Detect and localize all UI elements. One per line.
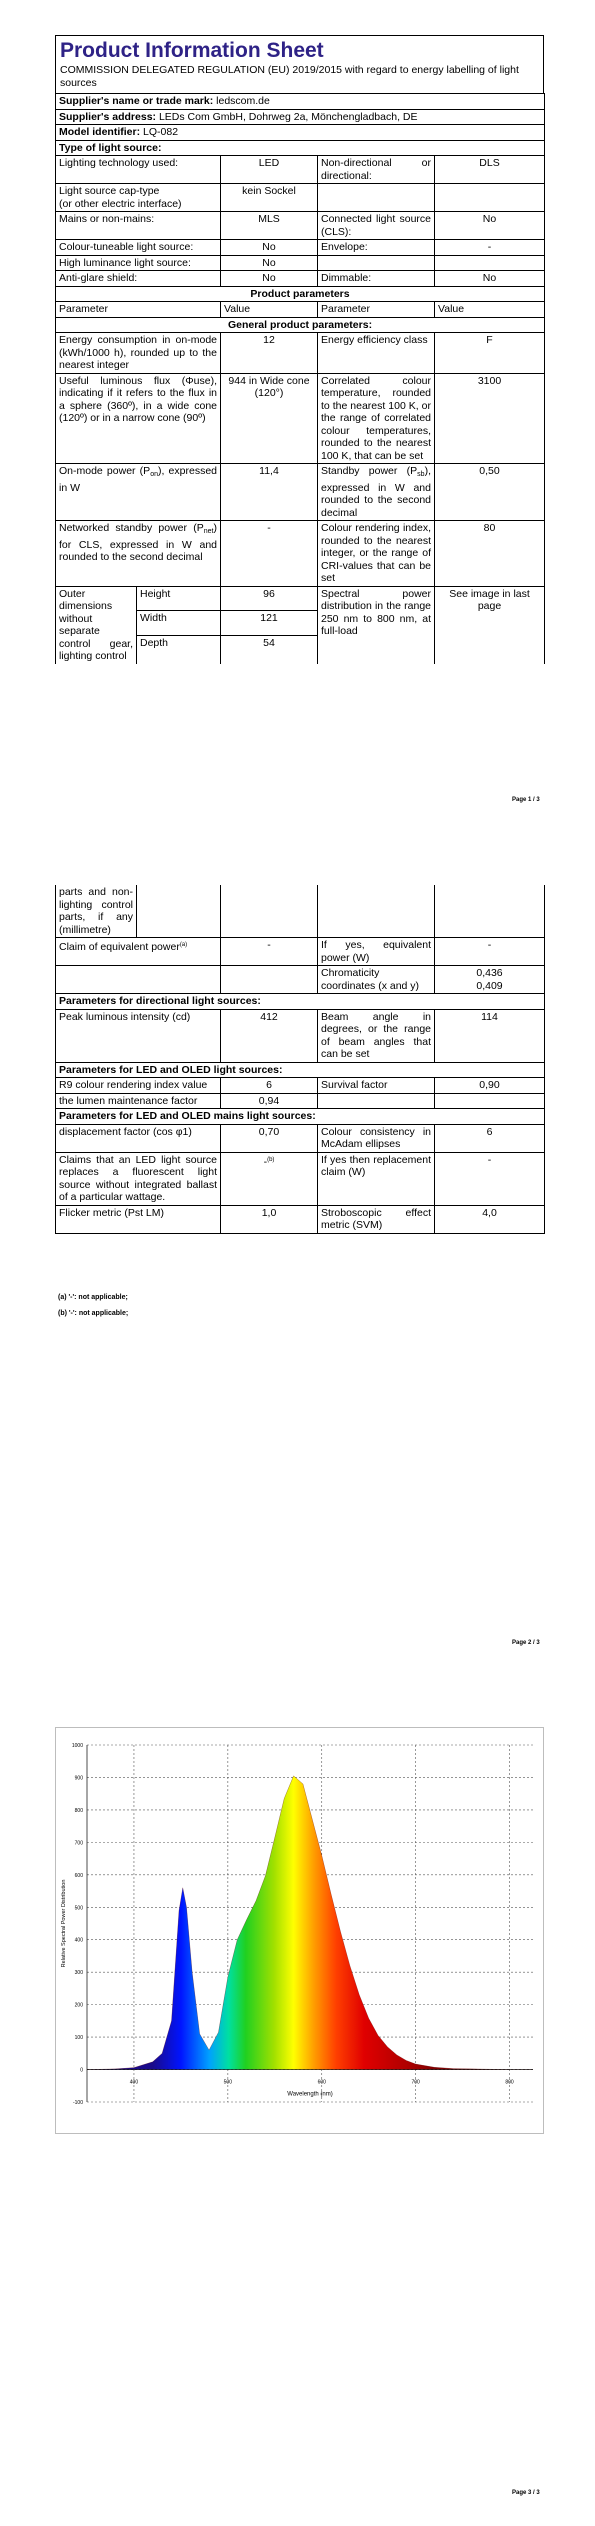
chromaticity-label: Chromaticity coordinates (x and y)	[318, 966, 435, 994]
model-identifier: LQ-082	[143, 126, 179, 138]
envelope-value: -	[435, 240, 545, 256]
energy-label: Energy consumption in on-mode (kWh/1000 h), rounded up to the nearest integer	[56, 333, 221, 374]
beam-angle-value: 114	[435, 1009, 545, 1062]
fluorescent-claim-label: Claims that an LED light source replaces a fluorescent light source without integrated ballast of a particular wattage.	[56, 1152, 221, 1205]
x-tick-label: 800	[505, 2079, 514, 2086]
y-tick-label: 200	[74, 2002, 83, 2009]
col-value: Value	[221, 302, 318, 318]
supplier-name-label: Supplier's name or trade mark:	[59, 95, 214, 107]
cct-label: Correlated colour temperature, rounded to the nearest 100 K, or the range of correlated colour temperatures, rounded to the nearest 100 K, that can be set	[318, 373, 435, 464]
high-luminance-value: No	[221, 255, 318, 271]
width-label: Width	[137, 611, 221, 636]
on-mode-subscript: on	[150, 471, 158, 478]
page-number-3: Page 3 / 3	[512, 2490, 540, 2496]
y-tick-label: 600	[74, 1872, 83, 1879]
svm-label: Stroboscopic effect metric (SVM)	[318, 1205, 435, 1233]
type-heading: Type of light source:	[56, 140, 545, 156]
replacement-claim-label: If yes then replacement claim (W)	[318, 1152, 435, 1205]
energy-value: 12	[221, 333, 318, 374]
dimmable-value: No	[435, 271, 545, 287]
x-tick-label: 400	[129, 2079, 139, 2086]
replacement-claim-value: -	[435, 1152, 545, 1205]
width-value: 121	[221, 611, 318, 636]
y-tick-label: 0	[80, 2067, 83, 2074]
efficiency-class-value: F	[435, 333, 545, 374]
efficiency-class-label: Energy efficiency class	[318, 333, 435, 374]
r9-value: 6	[221, 1078, 318, 1094]
on-mode-label-text: On-mode power (P	[59, 465, 151, 477]
x-axis-title: Wavelength (nm)	[287, 2091, 333, 2098]
y-tick-label: 800	[74, 1807, 83, 1814]
dimensions-label-continued: parts and non-lighting control parts, if any (millimetre)	[56, 885, 137, 938]
supplier-address-label: Supplier's address:	[59, 110, 157, 123]
supplier-address: LEDs Com GmbH, Dohrweg 2a, Mönchengladbach, DE	[158, 110, 418, 123]
chromaticity-y: 0,409	[476, 979, 503, 992]
cct-value: 3100	[435, 373, 545, 464]
cls-label: Connected light source (CLS):	[318, 212, 435, 240]
col-parameter-2: Parameter	[318, 302, 435, 318]
col-value-2: Value	[435, 302, 545, 318]
directional-label: Non-directional or directional:	[318, 156, 435, 184]
on-mode-label-unit: ), expressed in W	[59, 465, 217, 494]
y-tick-label: 900	[74, 1775, 83, 1782]
depth-value: 54	[221, 635, 318, 664]
flicker-label: Flicker metric (Pst LM)	[56, 1205, 221, 1233]
survival-factor-value: 0,90	[435, 1078, 545, 1094]
page-number-2: Page 2 / 3	[512, 1640, 540, 1646]
footnote-a: (a) '-': not applicable;	[58, 1294, 128, 1301]
standby-label-text: Standby power (P	[321, 465, 418, 477]
cap-label: Light source cap-type	[59, 185, 160, 197]
led-mains-heading: Parameters for LED and OLED mains light sources:	[56, 1109, 545, 1125]
high-luminance-label: High luminance light source:	[56, 255, 221, 271]
dimmable-label: Dimmable:	[318, 271, 435, 287]
anti-glare-label: Anti-glare shield:	[56, 271, 221, 287]
x-tick-label: 600	[317, 2079, 326, 2086]
height-label: Height	[137, 586, 221, 611]
directional-heading: Parameters for directional light sources:	[56, 994, 545, 1010]
colour-tune-value: No	[221, 240, 318, 256]
lumen-maintenance-label: the lumen maintenance factor	[56, 1093, 221, 1109]
product-parameters-heading: Product parameters	[56, 286, 545, 302]
luminous-flux-value: 944 in Wide cone (120°)	[221, 373, 318, 464]
x-tick-label: 700	[411, 2079, 420, 2086]
cri-value: 80	[435, 521, 545, 587]
mains-label: Mains or non-mains:	[56, 212, 221, 240]
svm-value: 4,0	[435, 1205, 545, 1233]
page-number-1: Page 1 / 3	[512, 797, 540, 803]
cls-value: No	[435, 212, 545, 240]
depth-label: Depth	[137, 635, 221, 664]
net-subscript: net	[203, 528, 214, 535]
y-tick-label: 700	[74, 1840, 83, 1847]
net-label-unit: ) for CLS, expressed in W and rounded to the second decimal	[59, 522, 217, 563]
model-label: Model identifier:	[59, 126, 141, 138]
chromaticity-x: 0,436	[476, 967, 503, 979]
general-parameters-heading: General product parameters:	[56, 317, 545, 333]
spectral-chart-container	[55, 1727, 544, 2134]
y-tick-label: 300	[74, 1970, 83, 1977]
peak-intensity-label: Peak luminous intensity (cd)	[56, 1009, 221, 1062]
mains-value: MLS	[221, 212, 318, 240]
colour-tune-label: Colour-tuneable light source:	[56, 240, 221, 256]
displacement-factor-value: 0,70	[221, 1124, 318, 1152]
flicker-value: 1,0	[221, 1205, 318, 1233]
footnote-b: (b) '-': not applicable;	[58, 1310, 129, 1317]
y-tick-label: -100	[72, 2100, 83, 2106]
beam-angle-label: Beam angle in degrees, or the range of beam angles that can be set	[318, 1009, 435, 1062]
spd-label: Spectral power distribution in the range 250 nm to 800 nm, at full-load	[318, 586, 435, 664]
on-mode-power-value: 11,4	[221, 464, 318, 521]
spd-value: See image in last page	[435, 586, 545, 664]
luminous-flux-label: Useful luminous flux (Φuse), indicating if it refers to the flux in a sphere (360º), in a wide cone (120º) or in a narrow cone (90º)	[56, 373, 221, 464]
standby-label-unit: ), expressed in W and rounded to the second decimal	[321, 465, 431, 519]
y-tick-label: 100	[74, 2035, 83, 2042]
cap-label-note: (or other electric interface)	[59, 197, 182, 210]
equivalent-power-claim-text: Claim of equivalent power	[59, 941, 180, 953]
y-tick-label: 1000	[71, 1743, 83, 1749]
led-oled-heading: Parameters for LED and OLED light sources:	[56, 1062, 545, 1078]
networked-standby-value: -	[221, 521, 318, 587]
spectrum-area	[87, 1776, 533, 2070]
equivalent-power-claim-value: -	[221, 938, 318, 966]
footnote-mark-a: (a)	[179, 942, 188, 948]
cri-label: Colour rendering index, rounded to the nearest integer, or the range of CRI-values that can be set	[318, 521, 435, 587]
r9-label: R9 colour rendering index value	[56, 1078, 221, 1094]
supplier-name: ledscom.de	[216, 95, 270, 107]
spectral-power-distribution-chart	[55, 1727, 544, 2134]
page-title: Product Information Sheet	[60, 39, 324, 62]
anti-glare-value: No	[221, 271, 318, 287]
standby-subscript: sb	[417, 471, 425, 478]
peak-intensity-value: 412	[221, 1009, 318, 1062]
x-tick-label: 500	[223, 2079, 233, 2086]
tech-label: Lighting technology used:	[56, 156, 221, 184]
survival-factor-label: Survival factor	[318, 1078, 435, 1094]
equivalent-power-label: If yes, equivalent power (W)	[318, 938, 435, 966]
net-label-text: Networked standby power (P	[59, 522, 204, 534]
footnote-mark-b: (b)	[267, 1156, 275, 1163]
mcadam-label: Colour consistency in McAdam ellipses	[318, 1124, 435, 1152]
y-tick-label: 500	[74, 1905, 83, 1912]
standby-power-value: 0,50	[435, 464, 545, 521]
dimensions-label: Outer dimensions without separate control gear, lighting control	[56, 586, 137, 664]
directional-value: DLS	[435, 156, 545, 184]
height-value: 96	[221, 586, 318, 611]
fluorescent-claim-dash: -	[263, 1155, 268, 1168]
cap-value: kein Sockel	[221, 184, 318, 212]
envelope-label: Envelope:	[318, 240, 435, 256]
tech-value: LED	[221, 156, 318, 184]
regulation-subtitle: COMMISSION DELEGATED REGULATION (EU) 2019/2015 with regard to energy labelling of light sources	[60, 64, 519, 89]
col-parameter: Parameter	[56, 302, 221, 318]
lumen-maintenance-value: 0,94	[221, 1093, 318, 1109]
y-axis-title: Relative Spectral Power Distribution	[61, 1879, 67, 1968]
mcadam-value: 6	[435, 1124, 545, 1152]
equivalent-power-value: -	[435, 938, 545, 966]
y-tick-label: 400	[74, 1937, 83, 1944]
spectrum-fill	[87, 1776, 533, 2070]
displacement-factor-label: displacement factor (cos φ1)	[56, 1124, 221, 1152]
